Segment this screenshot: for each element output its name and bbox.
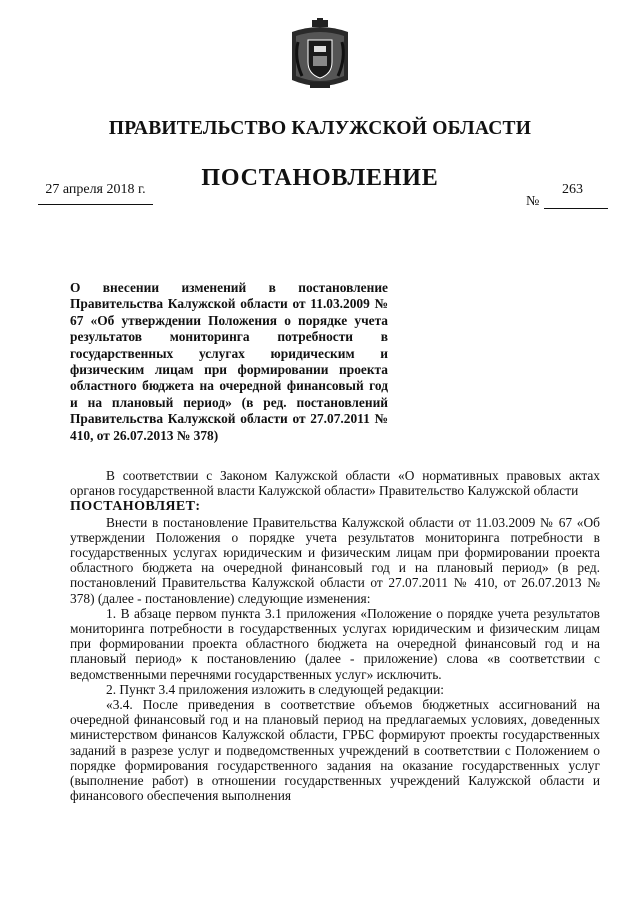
document-body: [70, 468, 600, 803]
body-paragraph-3: 2. Пункт 3.4 приложения изложить в следующей редакции:: [106, 681, 444, 697]
preamble-paragraph: В соответствии с Законом Калужской области «О нормативных правовых актах органов государственной власти Калужской области» Правительство Калужской области: [70, 468, 600, 499]
decree-word: ПОСТАНОВЛЯЕТ:: [70, 499, 201, 515]
coat-of-arms-emblem: [288, 18, 352, 92]
body-paragraph-4: «3.4. После приведения в соответствие объемов бюджетных ассигнований на очередной финансовый год и на плановый период на предлагаемых условиях, доведенных министерством финансов Калужской области, ГРБС формируют проекты государственных заданий в разрезе услуг и подведомственных учреждений в соответствии с Положением о порядке формирования государственного задания на оказание государственных услуг (выполнение работ) в отношении государственных учреждений Калужской области и финансового обеспечения выполнения: [70, 697, 600, 804]
document-subject: О внесении изменений в постановление Правительства Калужской области от 11.03.2009 № 67 «Об утверждении Положения о порядке учета результатов мониторинга потребности в государственных услугах юридическим и физическим лицам при формировании проекта областного бюджета на очередной финансовый год и на плановый период» (в ред. постановлений Правительства Калужской области от 27.07.2011 № 410, от 26.07.2013 № 378): [70, 280, 388, 443]
decree-paragraph: [70, 498, 600, 514]
body-paragraph-1: Внести в постановление Правительства Калужской области от 11.03.2009 № 67 «Об утверждении Положения о порядке учета результатов мониторинга потребности в государственных услугах юридическим и физическим лицам при формировании проекта областного бюджета на очередной финансовый год и на плановый период» (в ред. постановлений Правительства Калужской области от 27.07.2011 № 410, от 26.07.2013 № 378) (далее - постановление) следующие изменения:: [70, 514, 600, 606]
body-paragraph-2: 1. В абзаце первом пункта 3.1 приложения «Положение о порядке учета результатов мониторинга потребности в государственных услугах юридическим и физическим лицам при формировании проекта областного бюджета на очередной финансовый год и на плановый период» к постановлению (далее - приложение) слова «в соответствии с ведомственными перечнями государственных услуг» исключить.: [70, 605, 600, 682]
document-number-underline: [544, 208, 608, 209]
document-type-title: ПОСТАНОВЛЕНИЕ: [201, 165, 439, 191]
government-name: ПРАВИТЕЛЬСТВО КАЛУЖСКОЙ ОБЛАСТИ: [108, 118, 532, 139]
document-number-label: №: [526, 194, 540, 209]
document-number: 263: [562, 182, 583, 197]
document-date: 27 апреля 2018 г.: [38, 182, 153, 205]
